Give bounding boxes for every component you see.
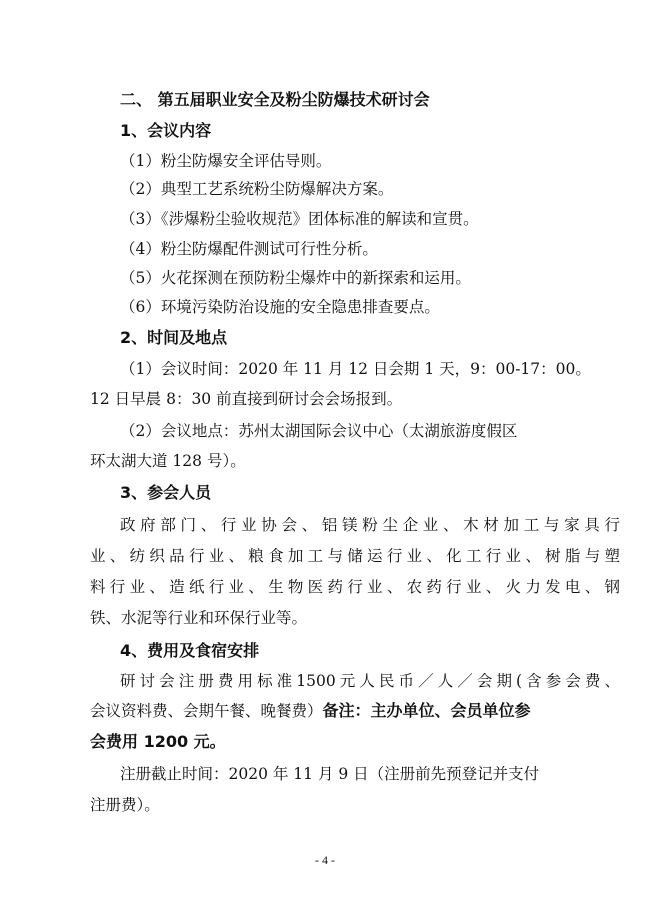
heading-meeting-content: 1、会议内容 xyxy=(120,121,212,140)
content-item-2: （2）典型工艺系统粉尘防爆解决方案。 xyxy=(120,180,394,198)
meeting-place-line-1: （2）会议地点：苏州太湖国际会议中心（太湖旅游度假区 xyxy=(120,422,518,440)
attendees-line-3: 料行业、造纸行业、生物医药行业、农药行业、火力发电、钢 xyxy=(90,578,620,596)
heading-attendees: 3、参会人员 xyxy=(120,483,212,502)
heading-fees: 4、费用及食宿安排 xyxy=(120,641,260,660)
attendees-line-1: 政府部门、行业协会、铝镁粉尘企业、木材加工与家具行 xyxy=(120,516,620,534)
fee-note-continued: 会费用 1200 元。 xyxy=(90,732,226,751)
attendees-line-2: 业、纺织品行业、粮食加工与储运行业、化工行业、树脂与塑 xyxy=(90,547,620,565)
fee-line-2 xyxy=(90,700,531,722)
deadline-line-2: 注册费）。 xyxy=(90,796,160,814)
meeting-place-line-2: 环太湖大道 128 号）。 xyxy=(90,452,246,470)
heading-time-place: 2、时间及地点 xyxy=(120,328,228,347)
deadline-line-1: 注册截止时间：2020 年 11 月 9 日（注册前先预登记并支付 xyxy=(120,765,540,783)
fee-note: 备注：主办单位、会员单位参 xyxy=(322,701,531,720)
attendees-line-4: 铁、水泥等行业和环保行业等。 xyxy=(90,609,308,627)
content-item-4: （4）粉尘防爆配件测试可行性分析。 xyxy=(120,240,378,258)
content-item-3: （3）《涉爆粉尘验收规范》团体标准的解读和宣贯。 xyxy=(120,210,479,228)
content-item-5: （5）火花探测在预防粉尘爆炸中的新探索和运用。 xyxy=(120,269,471,287)
content-item-6: （6）环境污染防治设施的安全隐患排查要点。 xyxy=(120,298,440,316)
fee-line-1: 研讨会注册费用标准1500元人民币／人／会期(含参会费、 xyxy=(120,672,620,690)
meeting-time-line-1: （1）会议时间：2020 年 11 月 12 日会期 1 天，9：00-17：00。 xyxy=(120,360,591,378)
meeting-time-line-2: 12 日早晨 8：30 前直接到研讨会会场报到。 xyxy=(90,390,403,408)
fee-line-2-text: 会议资料费、会期午餐、晚餐费） xyxy=(90,702,323,720)
page-number: - 4 - xyxy=(315,853,335,867)
content-item-1: （1）粉尘防爆安全评估导则。 xyxy=(120,152,332,170)
section-title: 二、 第五届职业安全及粉尘防爆技术研讨会 xyxy=(120,90,430,109)
